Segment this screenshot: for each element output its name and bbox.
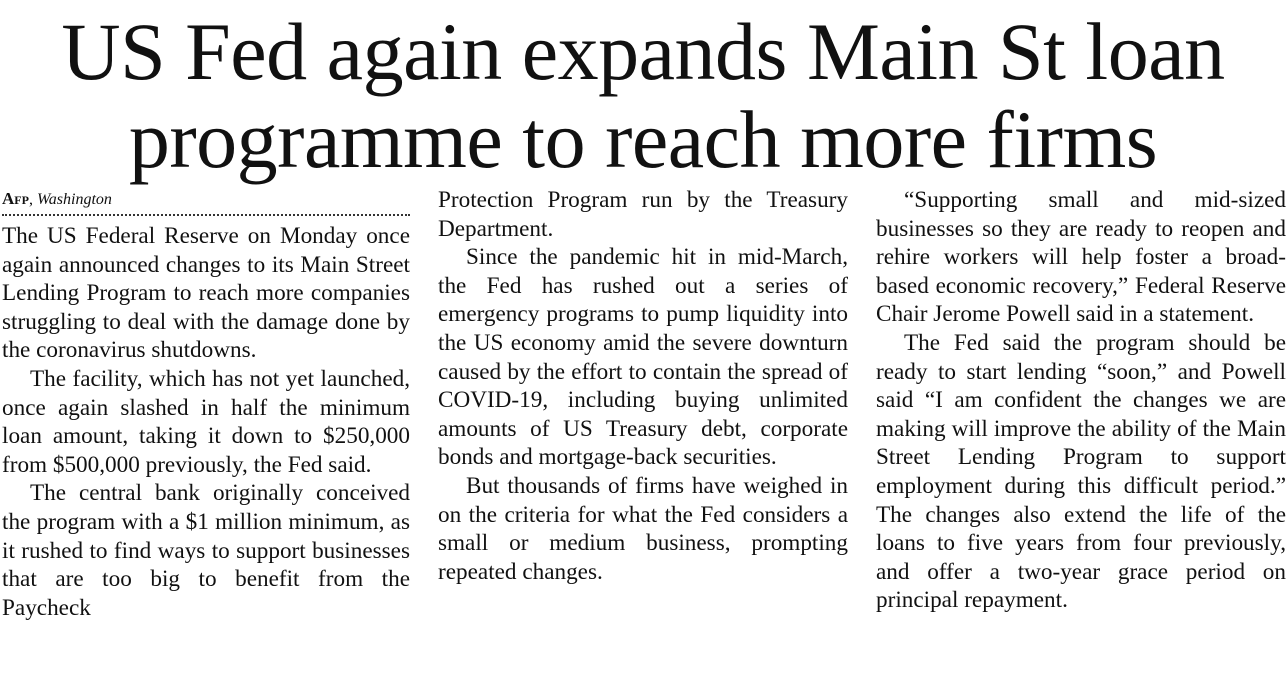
headline-line-2: programme to reach more firms [128,94,1158,185]
byline [2,186,410,216]
paragraph: But thousands of firms have weighed in on the criteria for what the Fed considers a small or medium business, prompting repeated changes. [438,472,848,585]
byline-agency: Afp [2,189,29,208]
paragraph: The Fed said the program should be ready to start lending “soon,” and Powell said “I am confident the changes we are making will improve the ability of the Main Street Lending Program to support employment during this difficult period.” The changes also extend the life of the loans to five years from four previously, and offer a two-year grace period on principal repayment. [876,329,1286,614]
paragraph: Since the pandemic hit in mid-March, the Fed has rushed out a series of emergency programs to pump liquidity into the US economy amid the severe downturn caused by the effort to contain the spread of COVID-19, including buying unlimited amounts of US Treasury debt, corporate bonds and mortgage-back securities. [438,244,848,471]
paragraph: The central bank originally conceived the program with a $1 million minimum, as it rushed to find ways to support businesses that are too big to benefit from the Paycheck [2,480,410,621]
headline [0,8,1286,184]
paragraph: “Supporting small and mid-sized businesses so they are ready to reopen and rehire workers will help foster a broad-based economic recovery,” Federal Reserve Chair Jerome Powell said in a statement. [876,187,1286,328]
article-column-1 [2,186,410,622]
article-column-3 [876,186,1286,615]
paragraph: The facility, which has not yet launched, once again slashed in half the minimum loan amount, taking it down to $250,000 from $500,000 previously, the Fed said. [2,365,410,478]
paragraph: The US Federal Reserve on Monday once again announced changes to its Main Street Lending Program to reach more companies struggling to deal with the damage done by the coronavirus shutdowns. [2,223,410,364]
headline-line-1: US Fed again expands Main St loan [61,6,1225,97]
paragraph: Protection Program run by the Treasury Department. [438,187,848,242]
article-column-2 [438,186,848,586]
byline-separator: , [28,191,37,208]
byline-location: Washington [36,191,112,208]
